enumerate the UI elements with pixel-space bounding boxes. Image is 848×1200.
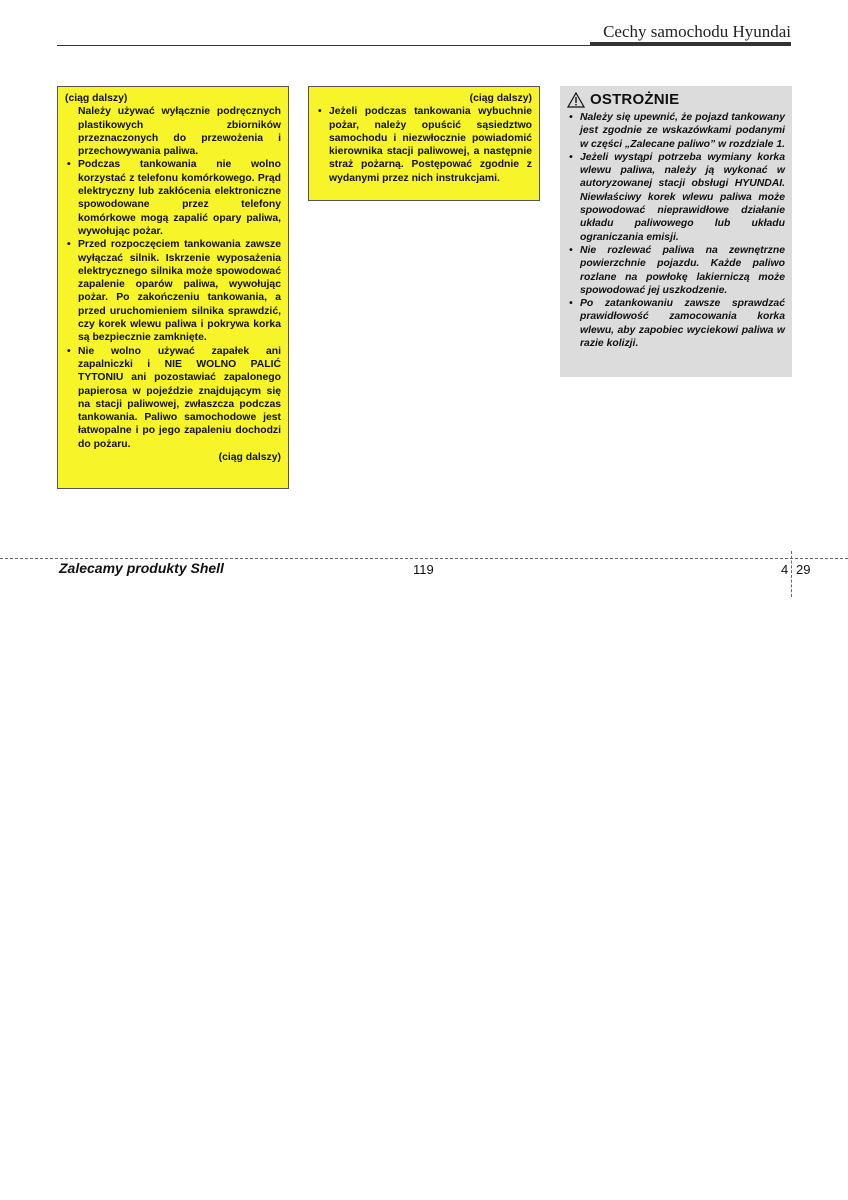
warning-list: [316, 105, 532, 185]
caution-item: • Należy się upewnić, że pojazd tankowany jest zgodnie ze wskazówkami podanymi w części „Zalecane paliwo” w rozdziale 1.: [567, 111, 785, 151]
continued-label-top: (ciąg dalszy): [469, 93, 532, 104]
warning-item: • Przed rozpoczęciem tankowania zawsze wyłączać silnik. Iskrzenie wyposażenia elektrycznego silnika może spowodować zapalenie oparów paliwa, wywołując pożar. Po zakończeniu tankowania, a przed uruchomieniem silnika sprawdzić, czy korek wlewu paliwa i pokrywa korka są bezpiecznie zamknięte.: [65, 238, 281, 344]
warning-item: • Nie wolno używać zapałek ani zapalniczki i NIE WOLNO PALIĆ TYTONIU ani pozostawiać zapalonego papierosa w pojeździe znajdującym się na stacji paliwowej, zwłaszcza podczas tankowania. Paliwo samochodowe jest łatwopalne i po jego zapaleniu dochodzi do pożaru.: [65, 345, 281, 451]
footer-sheet-number: 119: [413, 562, 434, 577]
warning-box-1: [57, 86, 289, 489]
warning-list: [65, 158, 281, 451]
caution-box: [560, 86, 792, 377]
footer-page-number: 29: [796, 562, 811, 577]
caution-item: • Jeżeli wystąpi potrzeba wymiany korka wlewu paliwa, należy ją wykonać w autoryzowanej stacji obsługi HYUNDAI. Niewłaściwy korek wlewu paliwa może spowodować nieprawidłowe działanie układu paliwowego lub układu ograniczania emisji.: [567, 151, 785, 244]
warning-item: • Jeżeli podczas tankowania wybuchnie pożar, należy opuścić sąsiedztwo samochodu i niezwłocznie powiadomić kierownika stacji paliwowej, a następnie straż pożarną. Postępować zgodnie z wydanymi przez nich instrukcjami.: [316, 105, 532, 185]
warning-intro: Należy używać wyłącznie podręcznych plastikowych zbiorników przeznaczonych do przewożenia i przechowywania paliwa.: [78, 106, 281, 158]
header-rule-accent: [590, 42, 791, 46]
page-header-title: Cechy samochodu Hyundai: [603, 22, 791, 41]
footer-chapter-number: 4: [781, 562, 789, 577]
continued-label-bottom: (ciąg dalszy): [218, 452, 281, 464]
continued-label-top: (ciąg dalszy): [65, 93, 128, 104]
caution-header: [567, 92, 785, 108]
caution-item: • Nie rozlewać paliwa na zewnętrzne powierzchnie pojazdu. Każde paliwo rozlane na powłokę lakierniczą może spowodować jej uszkodzenie.: [567, 244, 785, 297]
footer-divider: [0, 558, 848, 559]
footer-page-divider: [791, 551, 792, 597]
warning-item: • Podczas tankowania nie wolno korzystać z telefonu komórkowego. Prąd elektryczny lub zakłócenia elektroniczne spowodowane przez telefony komórkowe mogą zapalić opary paliwa, wywołując pożar.: [65, 158, 281, 238]
caution-list: [567, 111, 785, 350]
warning-triangle-icon: [567, 92, 585, 108]
caution-item: • Po zatankowaniu zawsze sprawdzać prawidłowość zamocowania korka wlewu, aby zapobiec wyciekowi paliwa w razie kolizji.: [567, 297, 785, 350]
footer-sponsor-text: Zalecamy produkty Shell: [59, 560, 224, 576]
warning-box-2: [308, 86, 540, 201]
caution-title: OSTROŻNIE: [590, 91, 680, 109]
